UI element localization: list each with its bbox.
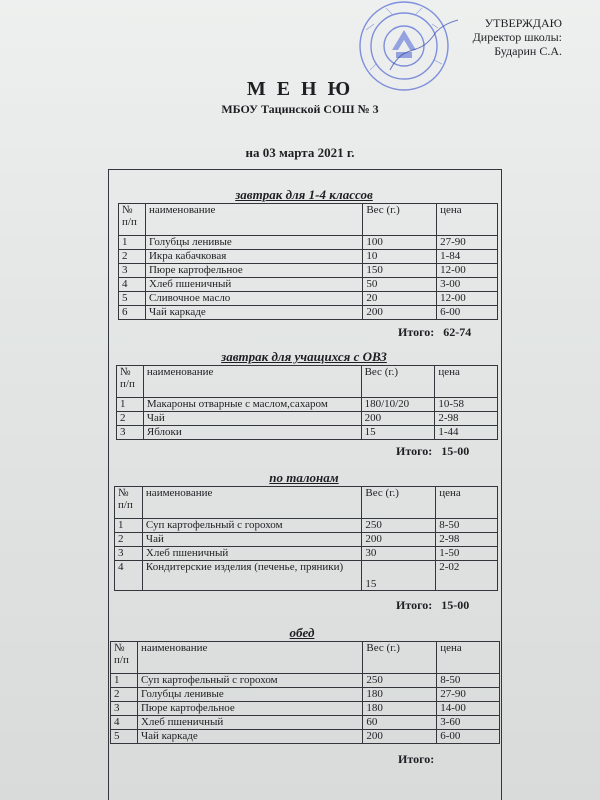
row-price: 3-60 <box>437 716 500 730</box>
total-label: Итого: <box>396 598 433 612</box>
table-header-row <box>117 366 498 398</box>
row-number: 1 <box>115 519 143 533</box>
row-price: 12-00 <box>437 264 498 278</box>
row-number: 5 <box>119 292 146 306</box>
row-number: 2 <box>119 250 146 264</box>
row-price: 8-50 <box>437 674 500 688</box>
row-name: Хлеб пшеничный <box>137 716 362 730</box>
row-number: 1 <box>117 398 144 412</box>
row-number: 2 <box>111 688 138 702</box>
menu-date: на 03 марта 2021 г. <box>245 145 355 160</box>
row-weight: 180/10/20 <box>361 398 435 412</box>
table-row <box>119 236 498 250</box>
row-price: 12-00 <box>437 292 498 306</box>
table-row <box>115 533 498 547</box>
row-number: 4 <box>115 561 143 591</box>
row-name: Чай каркаде <box>145 306 362 320</box>
row-weight: 15 <box>361 426 435 440</box>
table-header-row <box>119 204 498 236</box>
col-header-weight: Вес (г.) <box>363 204 437 236</box>
section-title-lunch: обед <box>289 625 315 640</box>
row-price: 6-00 <box>437 730 500 744</box>
col-header-price: цена <box>437 642 500 674</box>
col-header-price: цена <box>436 487 498 519</box>
row-weight: 50 <box>363 278 437 292</box>
row-weight: 15 <box>362 561 436 591</box>
col-header-name: наименование <box>137 642 362 674</box>
table-header-row <box>111 642 500 674</box>
section-title-coupons: по талонам <box>269 470 339 485</box>
row-price: 14-00 <box>437 702 500 716</box>
row-weight: 180 <box>363 688 437 702</box>
row-number: 2 <box>115 533 143 547</box>
row-weight: 200 <box>363 730 437 744</box>
row-name: Чай <box>142 533 362 547</box>
table-row <box>115 547 498 561</box>
table-row <box>115 561 498 591</box>
row-number: 2 <box>117 412 144 426</box>
row-price: 2-98 <box>436 533 498 547</box>
total-lunch <box>398 752 443 767</box>
table-row <box>117 412 498 426</box>
table-coupons <box>114 486 498 591</box>
row-weight: 10 <box>363 250 437 264</box>
row-number: 6 <box>119 306 146 320</box>
table-breakfast-primary <box>118 203 498 320</box>
col-header-number: № п/п <box>111 642 138 674</box>
row-weight: 30 <box>362 547 436 561</box>
table-row <box>117 398 498 412</box>
row-weight: 100 <box>363 236 437 250</box>
table-row <box>117 426 498 440</box>
col-header-number: № п/п <box>117 366 144 398</box>
col-header-name: наименование <box>145 204 362 236</box>
row-weight: 60 <box>363 716 437 730</box>
row-price: 8-50 <box>436 519 498 533</box>
row-price: 6-00 <box>437 306 498 320</box>
row-price: 1-44 <box>435 426 498 440</box>
row-number: 1 <box>111 674 138 688</box>
row-weight: 180 <box>363 702 437 716</box>
school-name: МБОУ Тацинской СОШ № 3 <box>221 102 379 116</box>
col-header-number: № п/п <box>115 487 143 519</box>
table-row <box>111 674 500 688</box>
col-header-price: цена <box>435 366 498 398</box>
row-name: Пюре картофельное <box>145 264 362 278</box>
table-lunch <box>110 641 500 744</box>
table-row <box>111 702 500 716</box>
total-coupons <box>396 598 469 613</box>
row-number: 1 <box>119 236 146 250</box>
total-label: Итого: <box>398 325 435 339</box>
col-header-weight: Вес (г.) <box>362 487 436 519</box>
table-row <box>115 519 498 533</box>
total-breakfast-ovz <box>396 444 469 459</box>
row-name: Чай каркаде <box>137 730 362 744</box>
row-name: Хлеб пшеничный <box>145 278 362 292</box>
row-number: 3 <box>115 547 143 561</box>
row-price: 2-98 <box>435 412 498 426</box>
row-price: 27-90 <box>437 688 500 702</box>
row-weight: 250 <box>362 519 436 533</box>
row-weight: 200 <box>362 533 436 547</box>
col-header-weight: Вес (г.) <box>363 642 437 674</box>
section-title-breakfast-primary: завтрак для 1-4 классов <box>235 187 373 202</box>
row-weight: 200 <box>363 306 437 320</box>
row-number: 3 <box>119 264 146 278</box>
row-name: Сливочное масло <box>145 292 362 306</box>
row-number: 4 <box>119 278 146 292</box>
row-name: Голубцы ленивые <box>145 236 362 250</box>
row-name: Икра кабачковая <box>145 250 362 264</box>
table-row <box>119 250 498 264</box>
total-label: Итого: <box>396 444 433 458</box>
row-name: Яблоки <box>143 426 361 440</box>
total-value: 62-74 <box>443 325 472 339</box>
table-row <box>119 264 498 278</box>
row-weight: 150 <box>363 264 437 278</box>
row-number: 4 <box>111 716 138 730</box>
col-header-number: № п/п <box>119 204 146 236</box>
section-title-breakfast-ovz: завтрак для учащихся с ОВЗ <box>221 349 387 364</box>
total-breakfast-primary <box>398 325 471 340</box>
row-name: Хлеб пшеничный <box>142 547 362 561</box>
row-name: Пюре картофельное <box>137 702 362 716</box>
approval-block <box>473 16 562 58</box>
approval-line-name: Бударин С.А. <box>494 44 562 58</box>
row-weight: 250 <box>363 674 437 688</box>
table-row <box>119 292 498 306</box>
col-header-name: наименование <box>143 366 361 398</box>
row-name: Макароны отварные с маслом,сахаром <box>143 398 361 412</box>
table-header-row <box>115 487 498 519</box>
row-weight: 200 <box>361 412 435 426</box>
col-header-price: цена <box>437 204 498 236</box>
total-label: Итого: <box>398 752 435 766</box>
row-price: 2-02 <box>436 561 498 591</box>
row-number: 3 <box>111 702 138 716</box>
table-row <box>119 306 498 320</box>
table-row <box>111 688 500 702</box>
approval-line-position: Директор школы: <box>472 30 562 44</box>
row-weight: 20 <box>363 292 437 306</box>
row-number: 5 <box>111 730 138 744</box>
table-breakfast-ovz <box>116 365 498 440</box>
total-value: 15-00 <box>441 598 470 612</box>
table-row <box>111 730 500 744</box>
row-price: 10-58 <box>435 398 498 412</box>
row-name: Кондитерские изделия (печенье, пряники) <box>142 561 362 591</box>
row-name: Чай <box>143 412 361 426</box>
row-name: Суп картофельный с горохом <box>142 519 362 533</box>
row-name: Суп картофельный с горохом <box>137 674 362 688</box>
row-price: 1-84 <box>437 250 498 264</box>
row-price: 27-90 <box>437 236 498 250</box>
table-row <box>111 716 500 730</box>
row-name: Голубцы ленивые <box>137 688 362 702</box>
table-row <box>119 278 498 292</box>
row-number: 3 <box>117 426 144 440</box>
row-price: 3-00 <box>437 278 498 292</box>
col-header-weight: Вес (г.) <box>361 366 435 398</box>
total-value: 15-00 <box>441 444 470 458</box>
approval-line-approve: УТВЕРЖДАЮ <box>484 16 562 30</box>
page-title: М Е Н Ю <box>246 78 354 100</box>
row-price: 1-50 <box>436 547 498 561</box>
col-header-name: наименование <box>142 487 362 519</box>
